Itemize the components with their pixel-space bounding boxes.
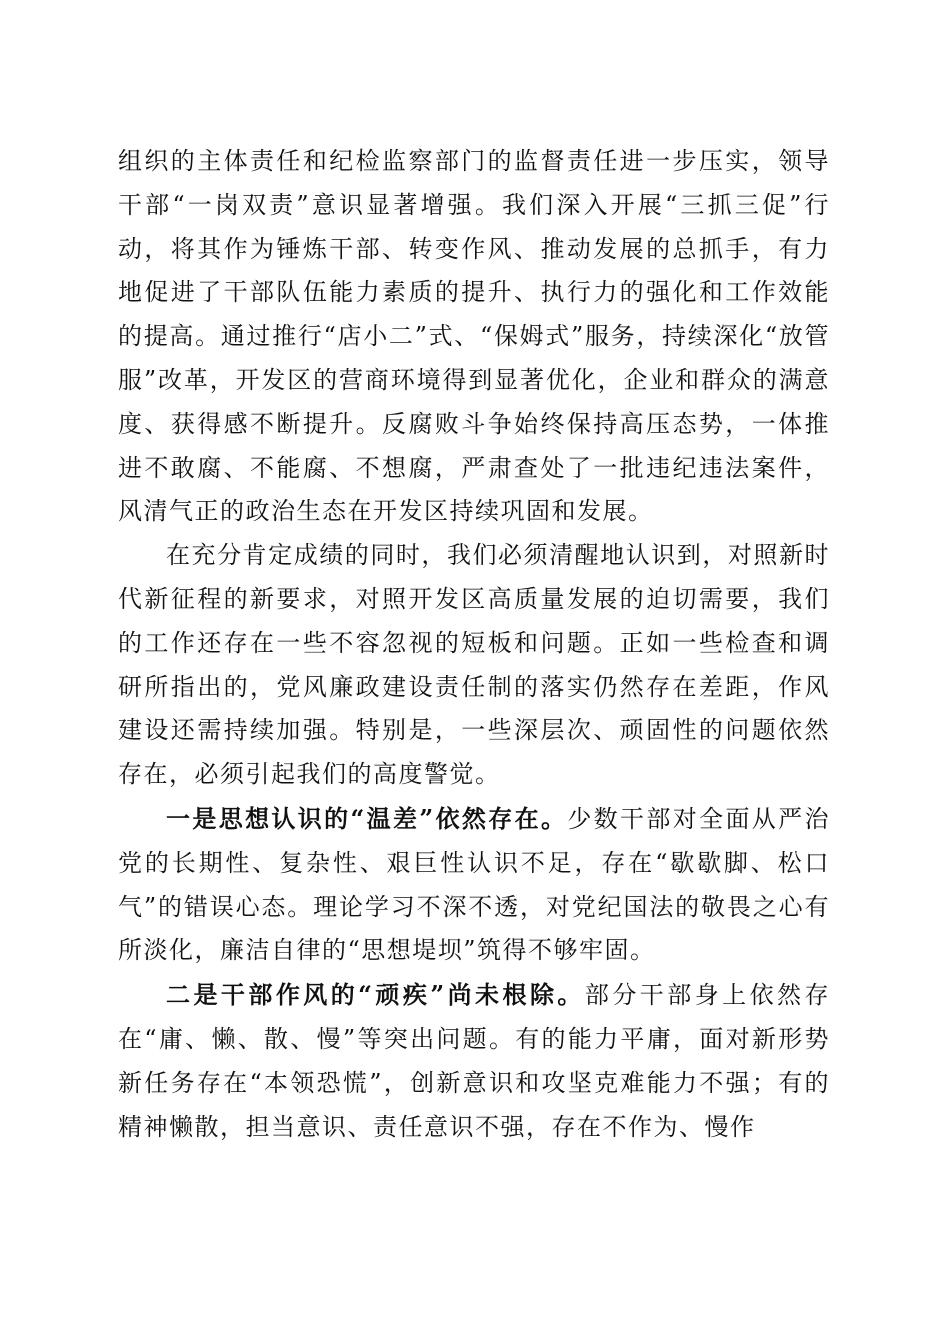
paragraph-lead: 二是干部作风的“顽疾”尚未根除。 (166, 980, 585, 1010)
paragraph-point-two (118, 973, 830, 1149)
paragraph-shortcomings (118, 534, 830, 797)
paragraph-lead: 一是思想认识的“温差”依然存在。 (166, 803, 568, 833)
paragraph-text: 部分干部身上依然存在“庸、懒、散、慢”等突出问题。有的能力平庸，面对新形势新任务存在“本领恐慌”，创新意识和攻坚克难能力不强；有的精神懒散，担当意识、责任意识不强，存在不作为、慢作 (118, 981, 831, 1141)
paragraph-text: 组织的主体责任和纪检监察部门的监督责任进一步压实，领导干部“一岗双责”意识显著增强。我们深入开展“三抓三促”行动，将其作为锤炼干部、转变作风、推动发展的总抓手，有力地促进了干部队伍能力素质的提升、执行力的强化和工作效能的提高。通过推行“店小二”式、“保姆式”服务，持续深化“放管服”改革，开发区的营商环境得到显著优化，企业和群众的满意度、获得感不断提升。反腐败斗争始终保持高压态势，一体推进不敢腐、不能腐、不想腐，严肃查处了一批违纪违法案件，风清气正的政治生态在开发区持续巩固和发展。 (118, 147, 830, 526)
document-body (118, 140, 830, 1149)
paragraph-text: 少数干部对全面从严治党的长期性、复杂性、艰巨性认识不足，存在“歇歇脚、松口气”的错误心态。理论学习不深不透，对党纪国法的敬畏之心有所淡化，廉洁自律的“思想堤坝”筑得不够牢固。 (118, 804, 831, 965)
paragraph-point-one (118, 797, 830, 973)
paragraph-achievements (118, 140, 830, 534)
paragraph-text: 在充分肯定成绩的同时，我们必须清醒地认识到，对照新时代新征程的新要求，对照开发区高质量发展的迫切需要，我们的工作还存在一些不容忽视的短板和问题。正如一些检查和调研所指出的，党风廉政建设责任制的落实仍然存在差距，作风建设还需持续加强。特别是，一些深层次、顽固性的问题依然存在，必须引起我们的高度警觉。 (118, 541, 830, 789)
